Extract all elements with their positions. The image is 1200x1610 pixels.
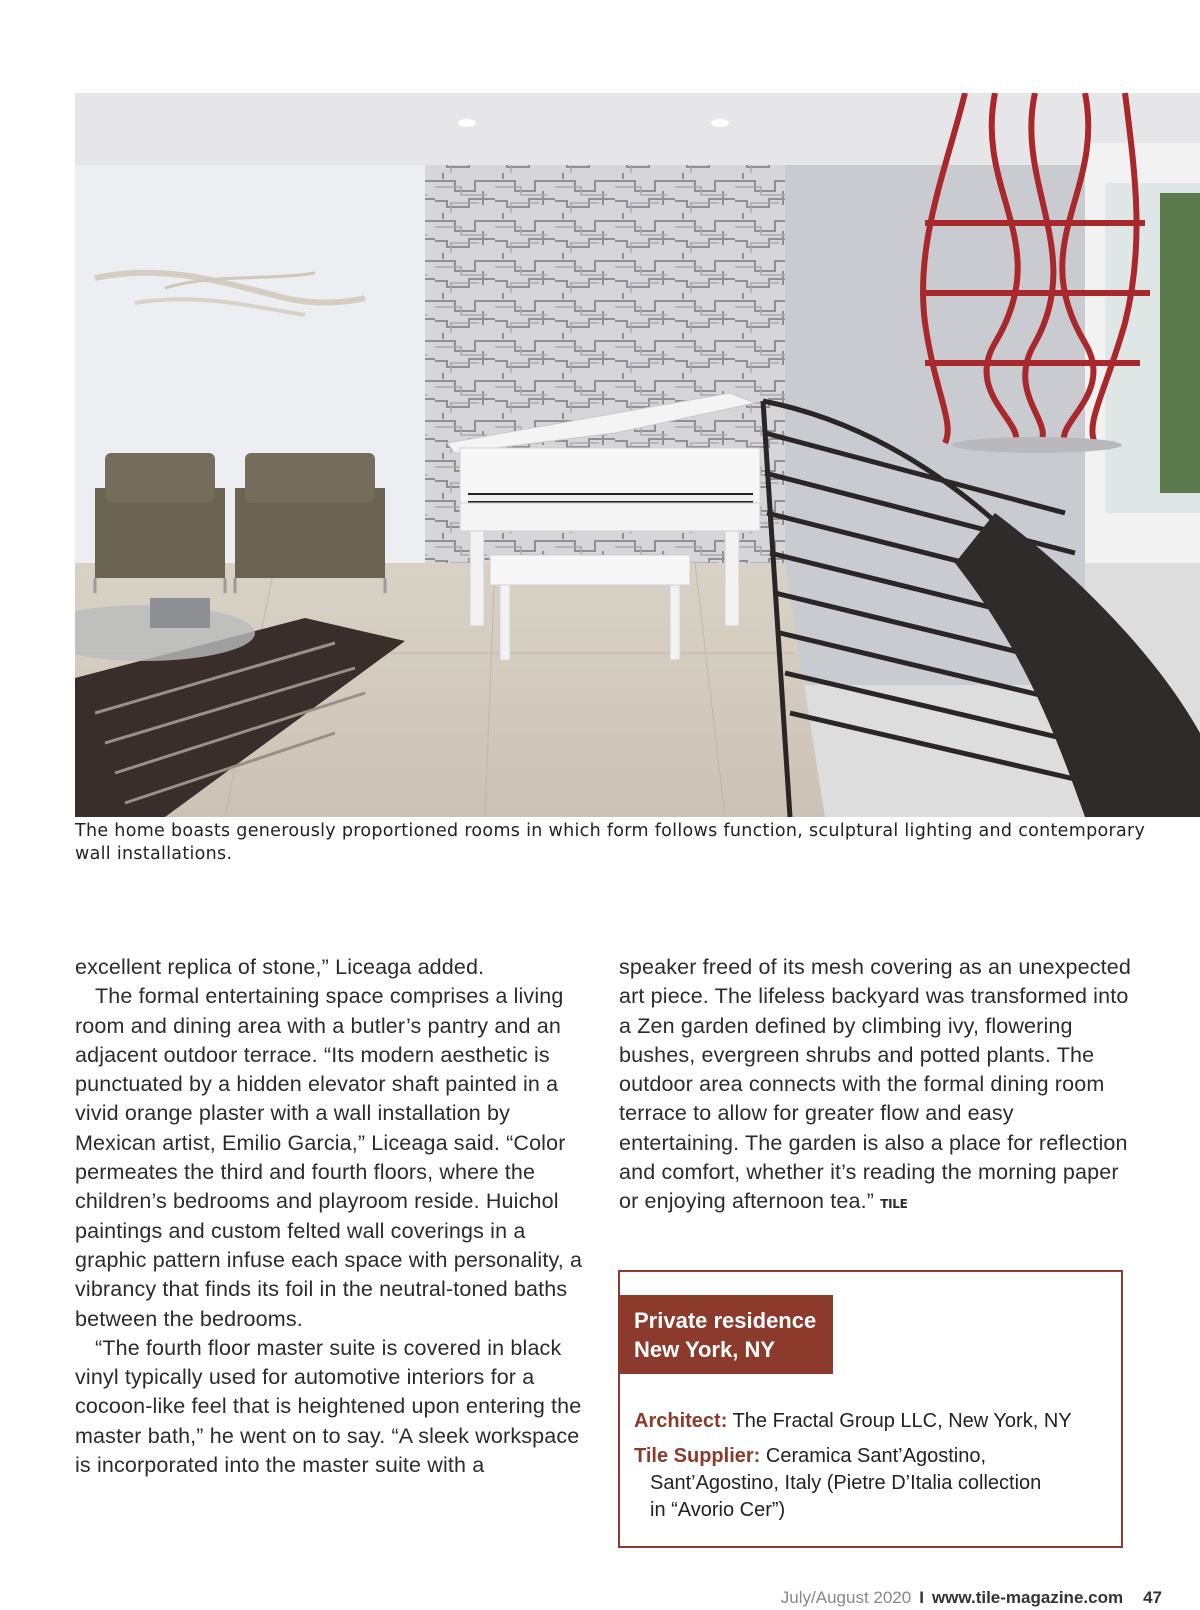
project-name: Private residence: [634, 1308, 817, 1333]
end-mark: TILE: [880, 1197, 908, 1212]
article-text: speaker freed of its mesh covering as an unexpected art piece. The lifeless backyard was transformed into a Zen garden defined by climbing ivy, flowering bushes, evergreen shrubs and potted plants. The outdoor area connects with the formal dining room terrace to allow for greater flow and easy entertaining. The garden is also a place for reflection and comfort, whether it’s reading the morning paper or enjoying afternoon tea.”: [619, 955, 1131, 1214]
website-link[interactable]: www.tile-magazine.com: [931, 1588, 1124, 1607]
article-paragraph: “The fourth floor master suite is covered in black vinyl typically used for automotive interiors for a cocoon-like feel that is heightened upon entering the master bath,” he went on to say. “A sleek workspace is incorporated into the master suite with a: [75, 1335, 582, 1478]
tile-supplier-credit: [634, 1443, 1114, 1524]
project-location: New York, NY: [634, 1337, 776, 1362]
issue-date: July/August 2020: [780, 1588, 912, 1607]
article-column-right: [619, 953, 1139, 1220]
tile-supplier-value-cont: Sant’Agostino, Italy (Pietre D’Italia collection: [650, 1472, 1042, 1494]
tile-supplier-value: Ceramica Sant’Agostino,: [765, 1445, 986, 1467]
tile-supplier-label: Tile Supplier:: [634, 1445, 761, 1467]
architect-value: The Fractal Group LLC, New York, NY: [732, 1410, 1072, 1432]
credits-list: [634, 1408, 1114, 1532]
tile-supplier-value-cont: in “Avorio Cer”): [650, 1499, 786, 1521]
project-title: [620, 1295, 833, 1374]
article-column-left: [75, 953, 585, 1480]
piano-room-image: [75, 93, 1200, 817]
architect-label: Architect:: [634, 1410, 728, 1432]
page-number: 47: [1143, 1588, 1162, 1607]
article-paragraph: excellent replica of stone,” Liceaga added.: [75, 955, 485, 979]
interior-photo: [75, 93, 1200, 817]
page-footer: [781, 1588, 1162, 1608]
article-paragraph: The formal entertaining space comprises a living room and dining area with a butler’s pantry and an adjacent outdoor terrace. “Its modern aesthetic is punctuated by a hidden elevator shaft painted in a vivid orange plaster with a wall installation by Mexican artist, Emilio Garcia,” Liceaga said. “Color permeates the third and fourth floors, where the children’s bedrooms and playroom reside. Huichol paintings and custom felted wall coverings in a graphic pattern infuse each space with personality, a vibrancy that finds its foil in the neutral-toned baths between the bedrooms.: [75, 984, 583, 1331]
project-credits-box: [618, 1270, 1123, 1548]
architect-credit: [634, 1408, 1114, 1435]
article-paragraph: [619, 953, 1139, 1220]
footer-separator: I: [919, 1588, 924, 1607]
photo-caption: The home boasts generously proportioned rooms in which form follows function, sculptural lighting and contemporary wall installations.: [75, 821, 1146, 864]
